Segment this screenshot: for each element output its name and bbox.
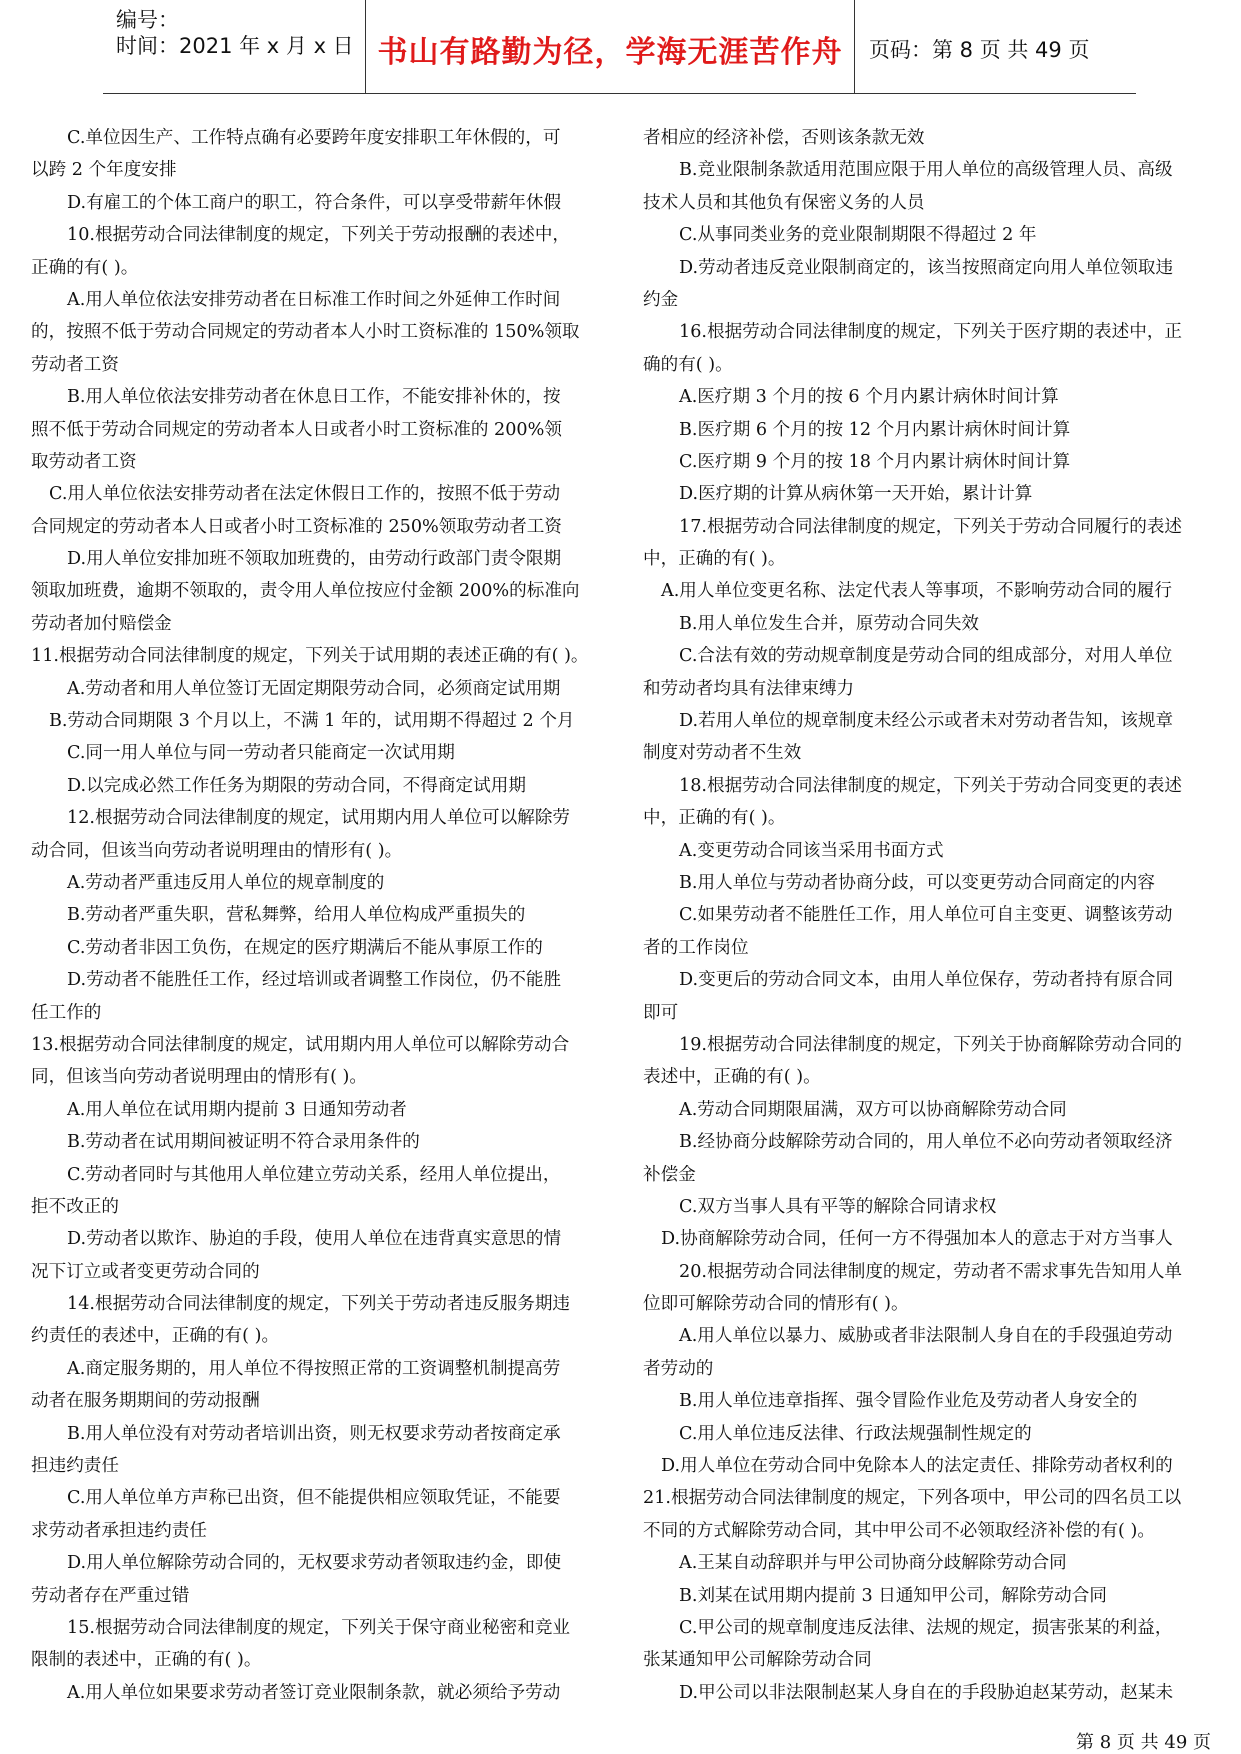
text-line: B.用人单位与劳动者协商分歧，可以变更劳动合同商定的内容 — [679, 872, 1155, 893]
text-line: 任工作的 — [31, 1002, 102, 1023]
text-line: 况下订立或者变更劳动合同的 — [31, 1261, 260, 1282]
document-date: 时间：2021 年 x 月 x 日 — [116, 34, 354, 58]
text-line: 19.根据劳动合同法律制度的规定，下列关于协商解除劳动合同的 — [679, 1034, 1183, 1055]
right-text-column — [643, 122, 1211, 1709]
header-motto-cell — [366, 0, 855, 93]
text-line: 14.根据劳动合同法律制度的规定，下列关于劳动者违反服务期违 — [67, 1294, 571, 1315]
text-line: D.用人单位安排加班不领取加班费的，由劳动行政部门责令限期 — [67, 549, 562, 570]
text-line: A.商定服务期的，用人单位不得按照正常的工资调整机制提高劳 — [67, 1358, 561, 1379]
text-line: B.劳动者严重失职，营私舞弊，给用人单位构成严重损失的 — [67, 905, 526, 926]
text-line: D.劳动者不能胜任工作，经过培训或者调整工作岗位，仍不能胜 — [67, 970, 562, 991]
text-line: C.用人单位依法安排劳动者在法定休假日工作的，按照不低于劳动 — [49, 484, 561, 505]
text-line: 同，但该当向劳动者说明理由的情形有( )。 — [31, 1067, 368, 1088]
text-line: A.劳动者严重违反用人单位的规章制度的 — [67, 872, 385, 893]
text-line: 者相应的经济补偿，否则该条款无效 — [643, 128, 925, 148]
header-motto: 书山有路勤为径，学海无涯苦作舟 — [377, 35, 843, 70]
text-line: A.用人单位以暴力、威胁或者非法限制人身自在的手段强迫劳动 — [679, 1326, 1173, 1347]
text-line: B.用人单位依法安排劳动者在休息日工作，不能安排补休的，按 — [67, 387, 561, 408]
left-text-column — [31, 122, 603, 1709]
text-line: C.医疗期 9 个月的按 18 个月内累计病休时间计算 — [679, 451, 1071, 472]
text-line: B.用人单位没有对劳动者培训出资，则无权要求劳动者按商定承 — [67, 1423, 561, 1444]
text-line: B.劳动合同期限 3 个月以上，不满 1 年的，试用期不得超过 2 个月 — [49, 711, 575, 732]
text-line: 领取加班费，逾期不领取的，责令用人单位按应付金额 200%的标准向 — [31, 581, 580, 602]
text-line: A.医疗期 3 个月的按 6 个月内累计病休时间计算 — [679, 387, 1059, 408]
text-line: 和劳动者均具有法律束缚力 — [643, 678, 855, 699]
text-line: 12.根据劳动合同法律制度的规定，试用期内用人单位可以解除劳 — [67, 808, 571, 829]
text-line: 18.根据劳动合同法律制度的规定，下列关于劳动合同变更的表述 — [679, 775, 1183, 796]
text-line: A.王某自动辞职并与甲公司协商分歧解除劳动合同 — [679, 1553, 1067, 1574]
text-line: 劳动者存在严重过错 — [31, 1585, 190, 1606]
text-line: A.劳动者和用人单位签订无固定期限劳动合同，必须商定试用期 — [67, 678, 561, 699]
text-line: 劳动者工资 — [31, 354, 119, 375]
text-line: C.单位因生产、工作特点确有必要跨年度安排职工年休假的，可 — [67, 128, 561, 148]
text-line: D.用人单位解除劳动合同的，无权要求劳动者领取违约金，即使 — [67, 1553, 562, 1574]
text-line: C.合法有效的劳动规章制度是劳动合同的组成部分，对用人单位 — [679, 646, 1173, 667]
text-line: C.如果劳动者不能胜任工作，用人单位可自主变更、调整该劳动 — [679, 905, 1173, 926]
text-line: 约责任的表述中，正确的有( )。 — [31, 1326, 280, 1347]
text-line: A.用人单位在试用期内提前 3 日通知劳动者 — [67, 1099, 407, 1120]
text-line: C.双方当事人具有平等的解除合同请求权 — [679, 1196, 997, 1217]
text-line: 13.根据劳动合同法律制度的规定，试用期内用人单位可以解除劳动合 — [31, 1034, 570, 1055]
text-line: 约金 — [643, 289, 679, 310]
text-line: A.用人单位变更名称、法定代表人等事项，不影响劳动合同的履行 — [661, 581, 1172, 602]
text-line: 动合同，但该当向劳动者说明理由的情形有( )。 — [31, 840, 403, 861]
text-line: 补偿金 — [643, 1164, 696, 1185]
page-footer-number: 第 8 页 共 49 页 — [1076, 1732, 1211, 1753]
text-line: 取劳动者工资 — [31, 451, 137, 472]
text-line: B.竞业限制条款适用范围应限于用人单位的高级管理人员、高级 — [679, 160, 1173, 181]
text-line: 即可 — [643, 1002, 679, 1023]
text-line: 表述中，正确的有( )。 — [643, 1067, 821, 1088]
text-line: 不同的方式解除劳动合同，其中甲公司不必领取经济补偿的有( )。 — [643, 1520, 1155, 1541]
text-line: 确的有( )。 — [643, 354, 733, 375]
text-line: C.用人单位单方声称已出资，但不能提供相应领取凭证，不能要 — [67, 1488, 561, 1509]
text-line: D.劳动者违反竞业限制商定的，该当按照商定向用人单位领取违 — [679, 257, 1174, 278]
text-line: C.从事同类业务的竞业限制期限不得超过 2 年 — [679, 225, 1037, 246]
text-line: 10.根据劳动合同法律制度的规定，下列关于劳动报酬的表述中， — [67, 225, 571, 246]
text-line: 20.根据劳动合同法律制度的规定，劳动者不需求事先告知用人单 — [679, 1261, 1183, 1282]
text-line: D.用人单位在劳动合同中免除本人的法定责任、排除劳动者权利的 — [661, 1456, 1173, 1477]
text-line: 照不低于劳动合同规定的劳动者本人日或者小时工资标准的 200%领 — [31, 419, 562, 440]
page-header — [103, 0, 1136, 94]
text-line: 中，正确的有( )。 — [643, 808, 786, 829]
text-line: 11.根据劳动合同法律制度的规定，下列关于试用期的表述正确的有( )。 — [31, 646, 589, 667]
text-line: B.劳动者在试用期间被证明不符合录用条件的 — [67, 1132, 420, 1153]
text-line: C.甲公司的规章制度违反法律、法规的规定，损害张某的利益， — [679, 1617, 1173, 1638]
text-line: 17.根据劳动合同法律制度的规定，下列关于劳动合同履行的表述 — [679, 516, 1183, 537]
text-line: B.用人单位违章指挥、强令冒险作业危及劳动者人身安全的 — [679, 1391, 1138, 1412]
text-line: 技术人员和其他负有保密义务的人员 — [643, 192, 925, 213]
text-line: D.医疗期的计算从病休第一天开始，累计计算 — [679, 484, 1033, 505]
text-line: C.劳动者同时与其他用人单位建立劳动关系，经用人单位提出， — [67, 1164, 561, 1185]
text-line: D.若用人单位的规章制度未经公示或者未对劳动者告知，该规章 — [679, 711, 1174, 732]
text-line: 合同规定的劳动者本人日或者小时工资标准的 250%领取劳动者工资 — [31, 516, 562, 537]
text-line: C.同一用人单位与同一劳动者只能商定一次试用期 — [67, 743, 455, 764]
text-line: D.有雇工的个体工商户的职工，符合条件，可以享受带薪年休假 — [67, 192, 562, 213]
text-line: 者的工作岗位 — [643, 937, 749, 958]
document-number-label: 编号： — [116, 8, 179, 32]
text-line: A.劳动合同期限届满，双方可以协商解除劳动合同 — [679, 1099, 1067, 1120]
header-page-cell — [855, 0, 1136, 93]
header-info-cell — [103, 0, 366, 93]
text-line: 制度对劳动者不生效 — [643, 743, 802, 764]
text-line: D.以完成必然工作任务为期限的劳动合同，不得商定试用期 — [67, 775, 526, 796]
text-line: C.用人单位违反法律、行政法规强制性规定的 — [679, 1423, 1032, 1444]
text-line: B.医疗期 6 个月的按 12 个月内累计病休时间计算 — [679, 419, 1071, 440]
text-line: D.变更后的劳动合同文本，由用人单位保存，劳动者持有原合同 — [679, 970, 1174, 991]
header-page-number: 页码：第 8 页 共 49 页 — [869, 38, 1090, 62]
text-line: 者劳动的 — [643, 1358, 714, 1379]
text-line: 担违约责任 — [31, 1456, 119, 1477]
text-line: 位即可解除劳动合同的情形有( )。 — [643, 1294, 909, 1315]
text-line: B.刘某在试用期内提前 3 日通知甲公司，解除劳动合同 — [679, 1585, 1107, 1606]
text-line: A.用人单位如果要求劳动者签订竞业限制条款，就必须给予劳动 — [67, 1682, 561, 1703]
text-line: A.用人单位依法安排劳动者在日标准工作时间之外延伸工作时间 — [67, 289, 561, 310]
text-line: B.用人单位发生合并，原劳动合同失效 — [679, 613, 980, 634]
text-line: 以跨 2 个年度安排 — [31, 160, 177, 181]
text-line: D.劳动者以欺诈、胁迫的手段，使用人单位在违背真实意思的情 — [67, 1229, 562, 1250]
text-line: 15.根据劳动合同法律制度的规定，下列关于保守商业秘密和竞业 — [67, 1617, 571, 1638]
text-line: B.经协商分歧解除劳动合同的，用人单位不必向劳动者领取经济 — [679, 1132, 1173, 1153]
text-line: 正确的有( )。 — [31, 257, 139, 278]
text-line: 拒不改正的 — [31, 1196, 119, 1217]
text-line: 动者在服务期期间的劳动报酬 — [31, 1391, 260, 1412]
text-line: 张某通知甲公司解除劳动合同 — [643, 1650, 872, 1671]
text-line: 21.根据劳动合同法律制度的规定，下列各项中，甲公司的四名员工以 — [643, 1488, 1182, 1509]
text-line: A.变更劳动合同该当采用书面方式 — [679, 840, 944, 861]
text-line: D.协商解除劳动合同，任何一方不得强加本人的意志于对方当事人 — [661, 1229, 1173, 1250]
text-line: 限制的表述中，正确的有( )。 — [31, 1650, 262, 1671]
text-line: C.劳动者非因工负伤，在规定的医疗期满后不能从事原工作的 — [67, 937, 543, 958]
text-line: 求劳动者承担违约责任 — [31, 1520, 207, 1541]
text-line: D.甲公司以非法限制赵某人身自在的手段胁迫赵某劳动，赵某未 — [679, 1682, 1174, 1703]
text-line: 劳动者加付赔偿金 — [31, 613, 172, 634]
text-line: 中，正确的有( )。 — [643, 549, 786, 570]
text-line: 16.根据劳动合同法律制度的规定，下列关于医疗期的表述中，正 — [679, 322, 1183, 343]
text-line: 的，按照不低于劳动合同规定的劳动者本人小时工资标准的 150%领取 — [31, 322, 580, 343]
